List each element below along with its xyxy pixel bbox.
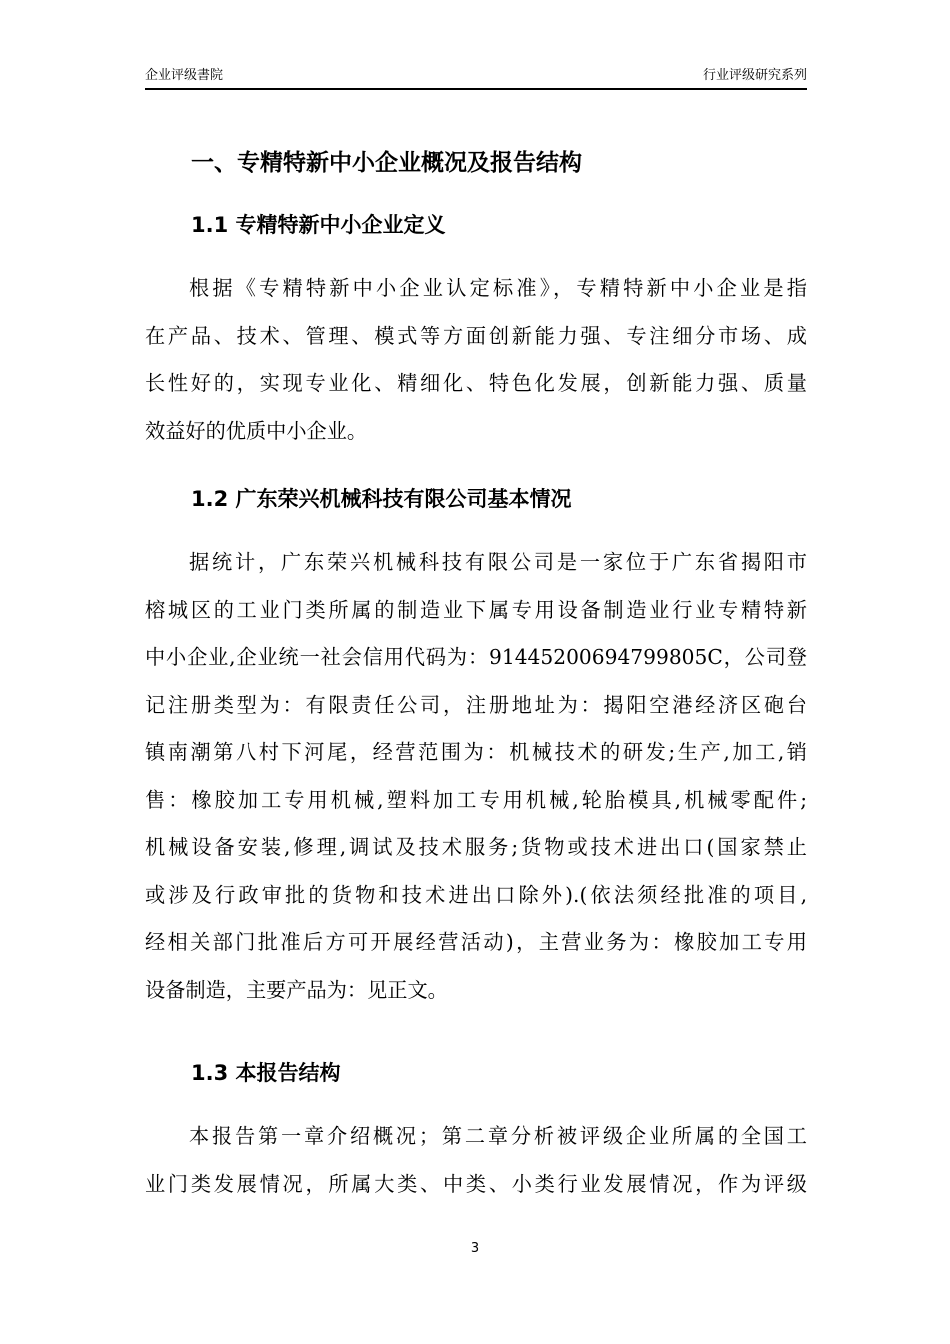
- paragraph-line: 根据《专精特新中小企业认定标准》，专精特新中小企业是指: [189, 276, 807, 300]
- paragraph-line: 机械设备安装,修理,调试及技术服务;货物或技术进出口(国家禁止: [145, 835, 807, 859]
- paragraph-line: 长性好的，实现专业化、精细化、特色化发展，创新能力强、质量: [145, 371, 807, 395]
- section-1-3-paragraph: [145, 1113, 807, 1208]
- paragraph-line: 本报告第一章介绍概况；第二章分析被评级企业所属的全国工: [189, 1124, 807, 1148]
- section-1-1-paragraph: [145, 265, 807, 455]
- paragraph-line: 经相关部门批准后方可开展经营活动)，主营业务为：橡胶加工专用: [145, 930, 807, 954]
- page-number: 3: [470, 1241, 480, 1256]
- header-series: 行业评级研究系列: [702, 68, 807, 83]
- paragraph-line: 设备制造，主要产品为：见正文。: [145, 977, 448, 1002]
- paragraph-line: 榕城区的工业门类所属的制造业下属专用设备制造业行业专精特新: [145, 597, 807, 622]
- section-heading-1-1: 1.1 专精特新中小企业定义: [191, 213, 446, 237]
- section-1-2-paragraph: [145, 539, 807, 1014]
- chapter-title: 一、专精特新中小企业概况及报告结构: [191, 150, 582, 176]
- paragraph-line: 中小企业,企业统一社会信用代码为：91445200694799805C，公司登: [145, 645, 807, 669]
- paragraph-line: 业门类发展情况，所属大类、中类、小类行业发展情况，作为评级: [145, 1171, 807, 1196]
- page-header: [145, 66, 807, 90]
- paragraph-line: 据统计，广东荣兴机械科技有限公司是一家位于广东省揭阳市: [189, 550, 807, 574]
- section-heading-1-2: 1.2 广东荣兴机械科技有限公司基本情况: [191, 487, 572, 511]
- header-publisher: 企业评级書院: [145, 68, 224, 83]
- paragraph-line: 记注册类型为：有限责任公司，注册地址为：揭阳空港经济区砲台: [145, 692, 807, 717]
- paragraph-line: 效益好的优质中小企业。: [145, 418, 368, 443]
- paragraph-line: 售：橡胶加工专用机械,塑料加工专用机械,轮胎模具,机械零配件;: [145, 787, 807, 812]
- section-heading-1-3: 1.3 本报告结构: [191, 1061, 341, 1085]
- paragraph-line: 在产品、技术、管理、模式等方面创新能力强、专注细分市场、成: [145, 323, 807, 348]
- paragraph-line: 镇南潮第八村下河尾，经营范围为：机械技术的研发;生产,加工,销: [145, 740, 807, 764]
- paragraph-line: 或涉及行政审批的货物和技术进出口除外).(依法须经批准的项目,: [145, 882, 807, 907]
